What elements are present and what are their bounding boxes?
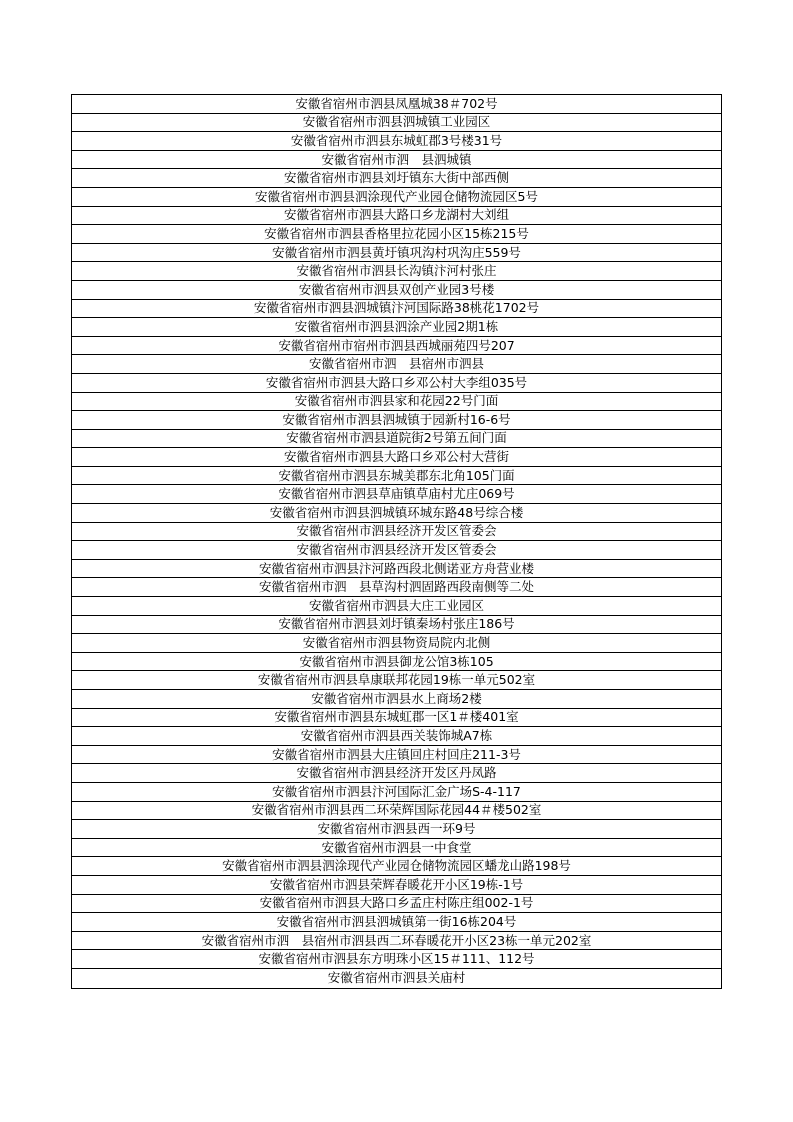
address-cell: 安徽省宿州市泗县大路口乡龙湖村大刘组 — [283, 207, 509, 223]
table-row — [72, 578, 721, 597]
address-cell: 安徽省宿州市泗县西一环9号 — [317, 820, 476, 836]
table-row — [72, 504, 721, 523]
table-row — [72, 337, 721, 356]
table-row — [72, 746, 721, 765]
address-cell: 安徽省宿州市泗县东城虹郡一区1＃楼401室 — [274, 709, 519, 725]
address-cell: 安徽省宿州市泗县长沟镇汴河村张庄 — [296, 263, 497, 279]
address-cell: 安徽省宿州市泗县经济开发区丹凤路 — [296, 765, 497, 781]
table-row — [72, 132, 721, 151]
address-cell: 安徽省宿州市泗县大路口乡孟庄村陈庄组002-1号 — [259, 895, 534, 911]
address-cell: 安徽省宿州市泗县东城美郡东北角105门面 — [278, 467, 515, 483]
table-row — [72, 114, 721, 133]
address-cell: 安徽省宿州市泗县凤凰城38＃702号 — [295, 95, 498, 111]
table-row — [72, 764, 721, 783]
table-row — [72, 727, 721, 746]
table-row — [72, 448, 721, 467]
table-row — [72, 709, 721, 728]
table-row — [72, 411, 721, 430]
address-cell: 安徽省宿州市泗县大路口乡邓公村大李组035号 — [265, 374, 528, 390]
table-row — [72, 281, 721, 300]
table-row — [72, 430, 721, 449]
address-cell: 安徽省宿州市泗县泗城镇汴河国际路38桃花1702号 — [253, 300, 540, 316]
address-cell: 安徽省宿州市泗县家和花园22号门面 — [294, 393, 499, 409]
table-row — [72, 207, 721, 226]
address-cell: 安徽省宿州市泗县刘圩镇秦场村张庄186号 — [278, 616, 515, 632]
address-cell: 安徽省宿州市泗县大路口乡邓公村大营街 — [283, 449, 509, 465]
table-row — [72, 857, 721, 876]
table-row — [72, 355, 721, 374]
address-cell: 安徽省宿州市泗县黄圩镇巩沟村巩沟庄559号 — [272, 244, 521, 260]
table-row — [72, 616, 721, 635]
address-cell: 安徽省宿州市泗 县宿州市泗县 — [308, 356, 484, 372]
address-cell: 安徽省宿州市泗县水上商场2楼 — [311, 690, 482, 706]
table-row — [72, 839, 721, 858]
table-row — [72, 188, 721, 207]
address-cell: 安徽省宿州市泗县泗城镇第一街16栋204号 — [276, 913, 517, 929]
address-cell: 安徽省宿州市泗县汴河路西段北侧诺亚方舟营业楼 — [258, 560, 534, 576]
table-row — [72, 244, 721, 263]
table-row — [72, 653, 721, 672]
address-cell: 安徽省宿州市泗 县宿州市泗县西二环春暖花开小区23栋一单元202室 — [201, 932, 592, 948]
address-cell: 安徽省宿州市泗县泗涂产业园2期1栋 — [294, 318, 499, 334]
address-cell: 安徽省宿州市泗县经济开发区管委会 — [296, 523, 497, 539]
address-cell: 安徽省宿州市泗县东城虹郡3号楼31号 — [290, 132, 503, 148]
address-cell: 安徽省宿州市泗县泗涂现代产业园仓储物流园区蟠龙山路198号 — [222, 858, 571, 874]
address-cell: 安徽省宿州市泗县关庙村 — [327, 970, 466, 986]
table-row — [72, 560, 721, 579]
address-cell: 安徽省宿州市泗 县泗城镇 — [321, 151, 472, 167]
table-row — [72, 485, 721, 504]
address-cell: 安徽省宿州市泗县西二环荣辉国际花园44＃楼502室 — [251, 802, 542, 818]
address-table — [71, 94, 722, 989]
table-row — [72, 802, 721, 821]
table-row — [72, 541, 721, 560]
table-row — [72, 262, 721, 281]
address-cell: 安徽省宿州市泗县汴河国际汇金广场S-4-117 — [272, 783, 521, 799]
address-cell: 安徽省宿州市泗县香格里拉花园小区15栋215号 — [264, 225, 529, 241]
table-row — [72, 393, 721, 412]
table-row — [72, 374, 721, 393]
address-cell: 安徽省宿州市泗县物资局院内北侧 — [302, 635, 491, 651]
table-row — [72, 895, 721, 914]
table-row — [72, 151, 721, 170]
address-cell: 安徽省宿州市泗县西关装饰城A7栋 — [300, 727, 493, 743]
address-cell: 安徽省宿州市泗县道院街2号第五间门面 — [286, 430, 507, 446]
table-row — [72, 95, 721, 114]
table-row — [72, 690, 721, 709]
address-cell: 安徽省宿州市泗县泗城镇工业园区 — [302, 114, 491, 130]
address-cell: 安徽省宿州市泗县御龙公馆3栋105 — [299, 653, 494, 669]
address-cell: 安徽省宿州市泗县东方明珠小区15＃111、112号 — [258, 951, 535, 967]
address-cell: 安徽省宿州市泗县阜康联邦花园19栋一单元502室 — [257, 672, 536, 688]
table-row — [72, 597, 721, 616]
table-row — [72, 300, 721, 319]
table-row — [72, 225, 721, 244]
address-cell: 安徽省宿州市泗县大庄工业园区 — [308, 597, 484, 613]
address-cell: 安徽省宿州市泗县大庄镇回庄村回庄211-3号 — [272, 746, 521, 762]
address-cell: 安徽省宿州市泗县泗城镇环城东路48号综合楼 — [269, 504, 524, 520]
table-row — [72, 318, 721, 337]
address-cell: 安徽省宿州市泗县草庙镇草庙村尤庄069号 — [278, 486, 515, 502]
table-row — [72, 820, 721, 839]
address-cell: 安徽省宿州市泗 县草沟村泗固路西段南侧等二处 — [258, 579, 534, 595]
table-row — [72, 634, 721, 653]
table-row — [72, 969, 721, 988]
table-row — [72, 783, 721, 802]
address-cell: 安徽省宿州市泗县荣辉春暖花开小区19栋-1号 — [269, 876, 524, 892]
address-cell: 安徽省宿州市泗县双创产业园3号楼 — [298, 281, 495, 297]
table-row — [72, 876, 721, 895]
table-row — [72, 932, 721, 951]
table-row — [72, 169, 721, 188]
table-row — [72, 950, 721, 969]
address-cell: 安徽省宿州市泗县经济开发区管委会 — [296, 542, 497, 558]
table-row — [72, 523, 721, 542]
address-cell: 安徽省宿州市泗县一中食堂 — [321, 839, 472, 855]
table-row — [72, 467, 721, 486]
address-cell: 安徽省宿州市宿州市泗县西城丽苑四号207 — [278, 337, 515, 353]
address-cell: 安徽省宿州市泗县泗涂现代产业园仓储物流园区5号 — [255, 188, 538, 204]
address-cell: 安徽省宿州市泗县泗城镇于园新村16-6号 — [282, 411, 511, 427]
address-cell: 安徽省宿州市泗县刘圩镇东大街中部西侧 — [283, 170, 509, 186]
table-row — [72, 913, 721, 932]
table-row — [72, 671, 721, 690]
